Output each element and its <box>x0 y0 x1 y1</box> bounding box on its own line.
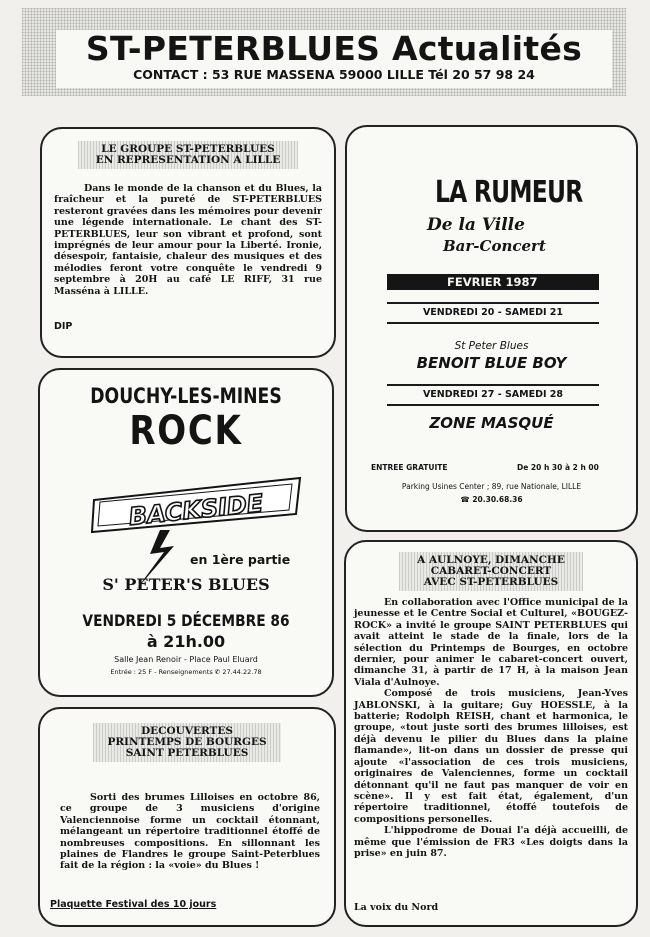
article-paragraph: Composé de trois musiciens, Jean-Yves JABLONSKI, à la guitare; Guy HOESSLE, à la batterie; Rodolph REISH, chant et harmonica, le groupe, «tout juste sorti des brumes lilloises, est déjà devenu le pilier du Blues dans la plaine flamande», lit-on dans un dossier de presse qui ajoute «l'association de ces trois musiciens, originaires de Valenciennes, forme un cocktail détonnant qu'il ne faut pas manquer de voir en scène». Il y est fait état, également, d'un répertoire traditionnel, étoffé toutefois de compositions personelles. <box>354 688 628 825</box>
poster-town: DOUCHY-LES-MINES <box>90 384 282 408</box>
masthead-banner <box>22 8 626 96</box>
concert-time: à 21h.00 <box>146 632 226 651</box>
article-paragraph: L'hippodrome de Douai l'a déjà accueilli, de même que l'émission de FR3 «Les doigts dans la prise» en juin 87. <box>354 825 628 859</box>
venue-type: Bar-Concert <box>443 237 546 255</box>
headline-line: AVEC ST-PETERBLUES <box>423 576 559 588</box>
contact-line: CONTACT : 53 RUE MASSENA 59000 LILLE Tél 20 57 98 24 <box>133 67 535 82</box>
headline-line: PRINTEMPS DE BOURGES <box>107 736 267 748</box>
venue-address: Salle Jean Renoir - Place Paul Eluard <box>114 655 258 664</box>
ticket-info: Entrée : 25 F - Renseignements ✆ 27.44.22.78 <box>110 668 262 676</box>
article-body <box>60 792 320 872</box>
opening-hours: De 20 h 30 à 2 h 00 <box>517 463 599 472</box>
divider <box>387 322 599 324</box>
article-headline <box>399 552 583 591</box>
headline-line: EN REPRESENTATION A LILLE <box>95 154 281 166</box>
dates-second: VENDREDI 27 - SAMEDI 28 <box>422 389 564 400</box>
venue-subtitle: De la Ville <box>427 215 525 235</box>
parking-info: Parking Usines Center ; 89, rue Nationale, LILLE <box>401 482 582 491</box>
month-banner: FEVRIER 1987 <box>387 274 599 290</box>
article-paragraph: Dans le monde de la chanson et du Blues, la fraîcheur et la pureté de ST-PETERBLUES resteront gravées dans les mémoires pour devenir une légende internationale. Le chant des ST-PETERBLUES, leur son vibrant et profond, sont imprégnés de leur amour pour la Liberté. Ironie, désespoir, fantaisie, chaleur des musiques et des mélodies feront votre conquête le vendredi 9 septembre à 20H au café LE RIFF, 31 rue Masséna à LILLE. <box>54 183 322 297</box>
article-aulnoye-box <box>344 540 638 927</box>
la-rumeur-poster <box>345 125 638 532</box>
article-body <box>354 597 628 859</box>
article-headline <box>93 723 281 762</box>
act-second: ZONE MASQUÉ <box>429 414 554 432</box>
entry-info: ENTREE GRATUITE <box>371 463 448 472</box>
poster-headline: ROCK <box>129 408 243 454</box>
article-source: La voix du Nord <box>354 902 439 913</box>
article-headline <box>78 141 298 169</box>
headline-line: CABARET-CONCERT <box>430 565 552 577</box>
act-headliner: BENOIT BLUE BOY <box>416 354 567 372</box>
headline-line: LE GROUPE ST-PETERBLUES <box>101 143 275 155</box>
venue-name: LA RUMEUR <box>435 175 583 210</box>
article-lille-box <box>40 127 336 358</box>
article-signature: DIP <box>54 321 73 332</box>
headline-line: A AULNOYE, DIMANCHE <box>417 554 565 566</box>
concert-date: VENDREDI 5 DÉCEMBRE 86 <box>82 611 290 630</box>
masthead-panel <box>56 30 612 88</box>
page-title: ST-PETERBLUES Actualités <box>85 29 583 68</box>
headline-line: DECOUVERTES <box>141 725 233 737</box>
article-paragraph: En collaboration avec l'Office municipal de la jeunesse et le Centre Social et Culturel, «BOUGEZ-ROCK» a invité le groupe SAINT PETERBLUES qui avait atteint le stade de la finale, lors de la sélection du Printemps de Bourges, en octobre dernier, pour animer le cabaret-concert ouvert, dimanche 31, à partir de 17 H, à la maison Jean Viala d'Aulnoye. <box>354 597 628 688</box>
first-part-label: en 1ère partie <box>190 552 291 567</box>
act-billing: St Peter Blues <box>454 340 529 352</box>
article-bourges-box <box>38 707 336 927</box>
article-paragraph: Sorti des brumes Lilloises en octobre 86, ce groupe de 3 musiciens d'origine Valenciennoise forme un cocktail étonnant, mélangeant un répertoire traditionnel étoffé de nombreuses compositions. En sillonnant les plaines de Flandres le groupe Saint-Peterblues fait de la région : la «voie» du Blues ! <box>60 792 320 872</box>
divider <box>387 302 599 304</box>
dates-first: VENDREDI 20 - SAMEDI 21 <box>422 307 564 318</box>
phone-number: ☎ 20.30.68.36 <box>460 495 523 504</box>
divider <box>387 384 599 386</box>
rock-concert-poster <box>38 368 334 697</box>
opening-band: S' PETER'S BLUES <box>102 575 270 594</box>
logo-text: BACKSIDE <box>127 489 265 531</box>
headline-line: SAINT PETERBLUES <box>125 747 249 759</box>
article-body <box>54 183 322 297</box>
article-source: Plaquette Festival des 10 jours <box>50 899 217 910</box>
divider <box>387 404 599 406</box>
